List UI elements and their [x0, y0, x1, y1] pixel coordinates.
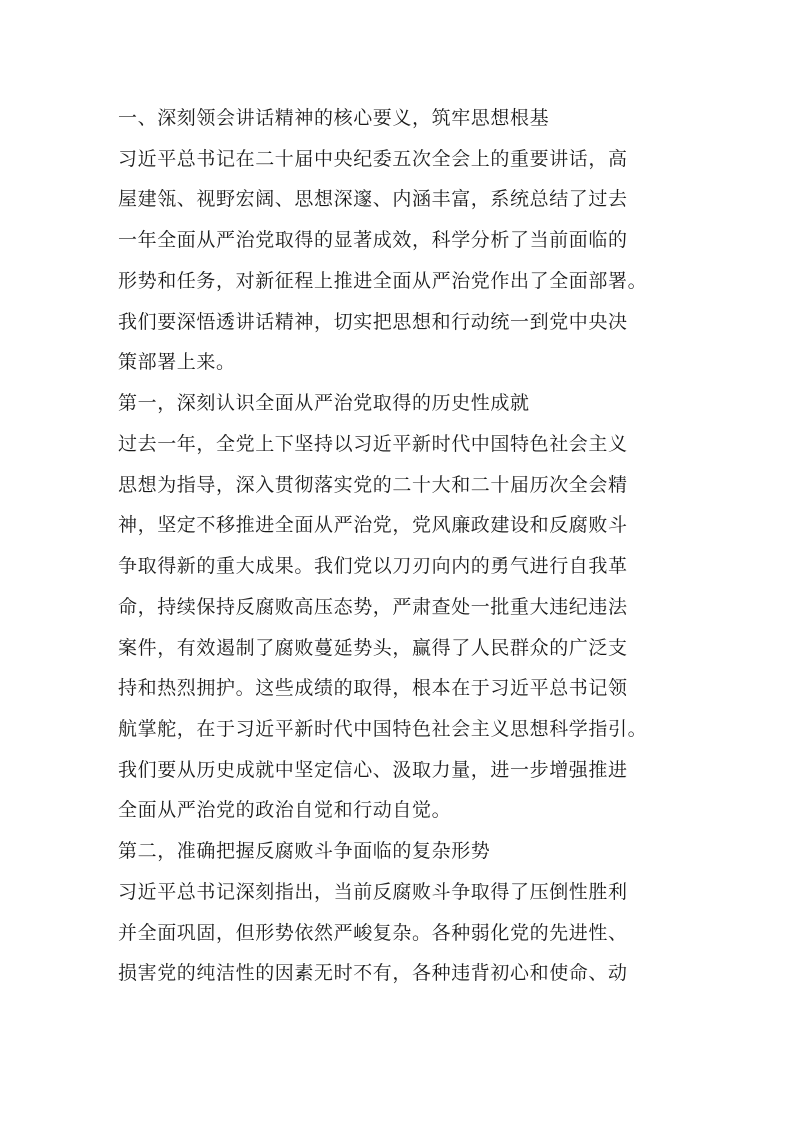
paragraph-line: 命，持续保持反腐败高压态势，严肃查处一批重大违纪违法 [118, 596, 628, 618]
paragraph-line: 损害党的纯洁性的因素无时不有，各种违背初心和使命、动 [118, 962, 628, 984]
paragraph-line: 我们要从历史成就中坚定信心、汲取力量，进一步增强推进 [118, 759, 628, 781]
paragraph-line: 形势和任务，对新征程上推进全面从严治党作出了全面部署。 [118, 270, 648, 292]
paragraph-line: 思想为指导，深入贯彻落实党的二十大和二十届历次全会精 [118, 474, 628, 496]
paragraph-line: 策部署上来。 [118, 351, 236, 373]
subsection-heading-2: 第二，准确把握反腐败斗争面临的复杂形势 [118, 840, 491, 862]
paragraph-line: 过去一年，全党上下坚持以习近平新时代中国特色社会主义 [118, 433, 628, 455]
paragraph-line: 案件，有效遏制了腐败蔓延势头，赢得了人民群众的广泛支 [118, 637, 628, 659]
paragraph-line: 航掌舵，在于习近平新时代中国特色社会主义思想科学指引。 [118, 718, 648, 740]
paragraph-line: 争取得新的重大成果。我们党以刀刃向内的勇气进行自我革 [118, 555, 628, 577]
subsection-heading-1: 第一，深刻认识全面从严治党取得的历史性成就 [118, 392, 530, 414]
paragraph-line: 全面从严治党的政治自觉和行动自觉。 [118, 799, 452, 821]
paragraph-line: 持和热烈拥护。这些成绩的取得，根本在于习近平总书记领 [118, 677, 628, 699]
paragraph-line: 习近平总书记深刻指出，当前反腐败斗争取得了压倒性胜利 [118, 881, 628, 903]
paragraph-line: 我们要深悟透讲话精神，切实把思想和行动统一到党中央决 [118, 311, 628, 333]
paragraph-line: 一年全面从严治党取得的显著成效，科学分析了当前面临的 [118, 229, 628, 251]
paragraph-line: 并全面巩固，但形势依然严峻复杂。各种弱化党的先进性、 [118, 922, 628, 944]
paragraph-line: 习近平总书记在二十届中央纪委五次全会上的重要讲话，高 [118, 148, 628, 170]
section-heading-1: 一、深刻领会讲话精神的核心要义，筑牢思想根基 [118, 107, 550, 129]
paragraph-line: 屋建瓴、视野宏阔、思想深邃、内涵丰富，系统总结了过去 [118, 188, 628, 210]
paragraph-line: 神，坚定不移推进全面从严治党，党风廉政建设和反腐败斗 [118, 514, 628, 536]
